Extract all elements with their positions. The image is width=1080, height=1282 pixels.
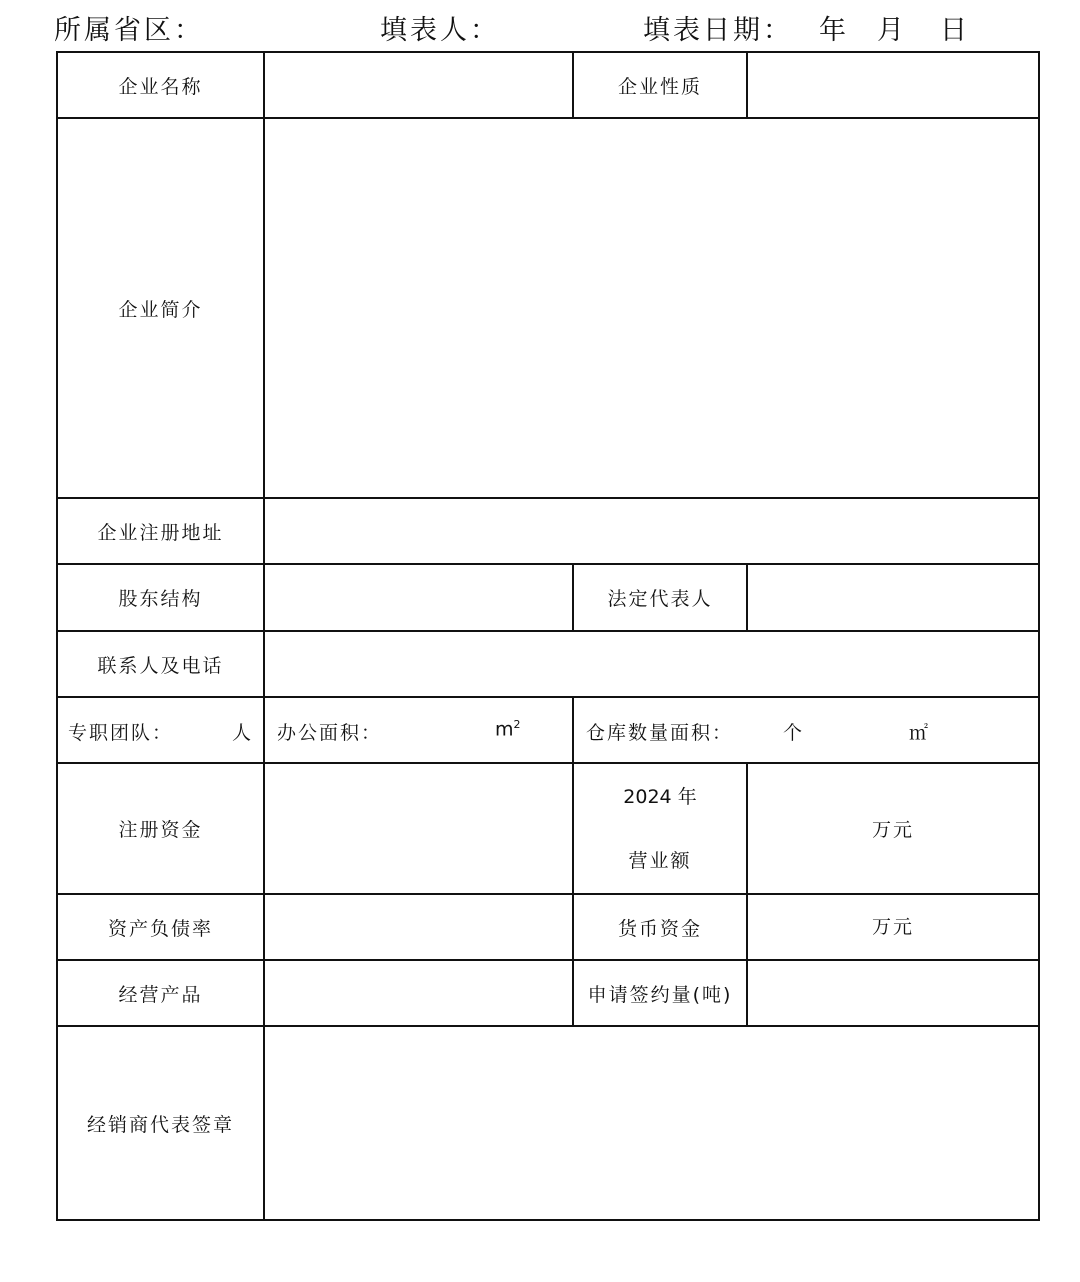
revenue-unit: 万元 <box>871 819 914 841</box>
contract-volume-field[interactable] <box>747 960 1039 1026</box>
team-cell[interactable] <box>57 697 264 763</box>
shareholder-label: 股东结构 <box>57 564 264 631</box>
row-capital-revenue <box>57 763 1039 894</box>
debt-ratio-label: 资产负债率 <box>57 894 264 960</box>
row-signature <box>57 1026 1039 1220</box>
row-registered-address <box>57 498 1039 564</box>
date-label: 填表日期： <box>643 15 793 46</box>
contract-volume-label: 申请签约量(吨) <box>573 960 747 1026</box>
revenue-year: 2024 <box>623 785 672 808</box>
registered-capital-label: 注册资金 <box>57 763 264 894</box>
office-area-cell[interactable] <box>264 697 573 763</box>
row-shareholder <box>57 564 1039 631</box>
shareholder-field[interactable] <box>264 564 573 631</box>
legal-rep-field[interactable] <box>747 564 1039 631</box>
office-area-sup: 2 <box>513 718 521 731</box>
revenue-label: 营业额 <box>628 849 692 872</box>
warehouse-area-unit: ㎡ <box>909 722 931 744</box>
year-label: 年 <box>819 15 849 46</box>
products-field[interactable] <box>264 960 573 1026</box>
row-company-name <box>57 52 1039 118</box>
row-debt-cash <box>57 894 1039 960</box>
revenue-label-cell <box>573 763 747 894</box>
company-intro-field[interactable] <box>264 118 1039 498</box>
province-label: 所属省区： <box>54 15 204 46</box>
office-area-unit: $m^2$ <box>495 718 521 741</box>
form-header <box>0 8 1080 48</box>
office-area-label: 办公面积： <box>277 722 383 744</box>
contact-label: 联系人及电话 <box>57 631 264 697</box>
signature-label: 经销商代表签章 <box>57 1026 264 1220</box>
cash-field[interactable] <box>747 894 1039 960</box>
revenue-year-line <box>574 765 746 829</box>
company-intro-label: 企业简介 <box>57 118 264 498</box>
revenue-field[interactable] <box>747 763 1039 894</box>
contact-field[interactable] <box>264 631 1039 697</box>
warehouse-count-unit: 个 <box>783 722 805 744</box>
cash-label: 货币资金 <box>573 894 747 960</box>
legal-rep-label: 法定代表人 <box>573 564 747 631</box>
filler-label: 填表人： <box>380 15 500 46</box>
row-products <box>57 960 1039 1026</box>
team-label: 专职团队： <box>68 722 174 744</box>
registered-capital-field[interactable] <box>264 763 573 894</box>
registered-address-field[interactable] <box>264 498 1039 564</box>
cash-unit: 万元 <box>871 915 914 938</box>
registered-address-label: 企业注册地址 <box>57 498 264 564</box>
month-label: 月 <box>877 15 907 46</box>
day-label: 日 <box>940 15 970 46</box>
warehouse-cell[interactable] <box>573 697 1039 763</box>
company-nature-label: 企业性质 <box>573 52 747 118</box>
warehouse-label: 仓库数量面积： <box>586 722 734 744</box>
revenue-year-unit: 年 <box>677 785 697 808</box>
row-team-area <box>57 697 1039 763</box>
row-contact <box>57 631 1039 697</box>
row-company-intro <box>57 118 1039 498</box>
company-nature-field[interactable] <box>747 52 1039 118</box>
signature-field[interactable] <box>264 1026 1039 1220</box>
products-label: 经营产品 <box>57 960 264 1026</box>
dealer-info-form <box>56 51 1040 1221</box>
debt-ratio-field[interactable] <box>264 894 573 960</box>
company-name-label: 企业名称 <box>57 52 264 118</box>
team-unit: 人 <box>231 722 253 744</box>
company-name-field[interactable] <box>264 52 573 118</box>
